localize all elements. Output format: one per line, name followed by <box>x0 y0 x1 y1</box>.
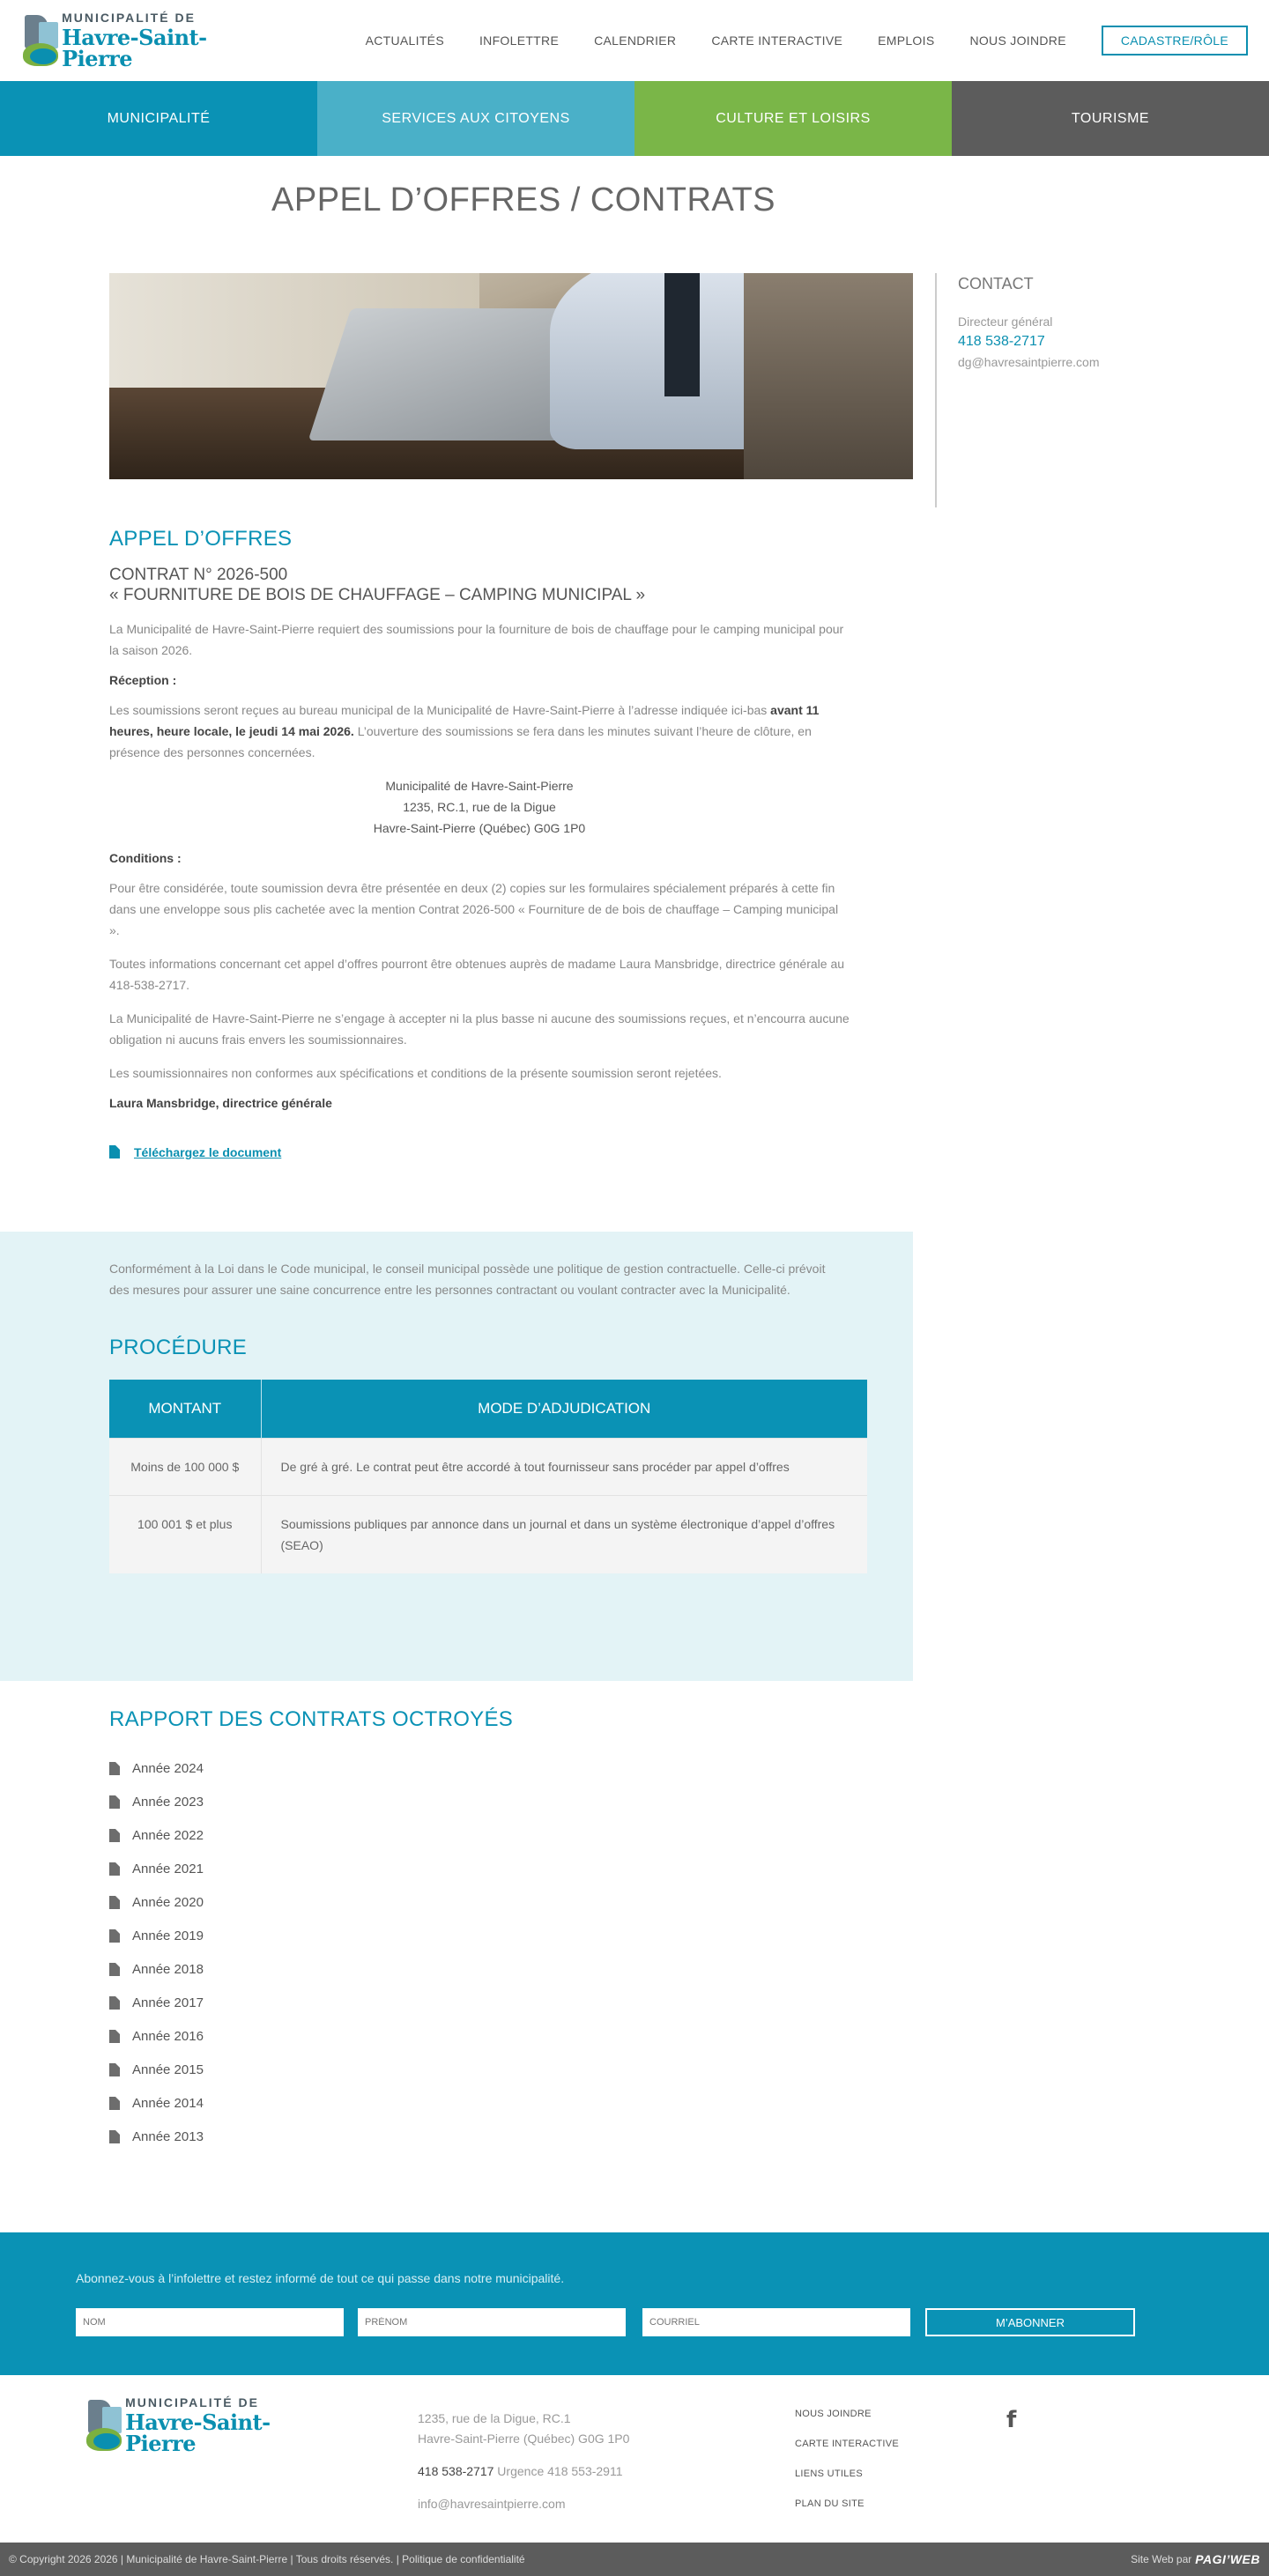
footer-urgence: Urgence 418 553-2911 <box>494 2464 623 2478</box>
procedure-intro: Conformément à la Loi dans le Code municipal, le conseil municipal possède une politique de gestion contractuelle. Celle-ci prévoit des mesures pour assurer une saine concurrence entre les personnes contractant ou voulant contracter avec la Municipalité. <box>109 1262 826 1297</box>
table-row <box>109 1438 867 1495</box>
year-report-link[interactable]: Année 2020 <box>109 1885 513 1919</box>
year-report-link[interactable]: Année 2017 <box>109 1986 513 2019</box>
pdf-icon <box>109 2130 120 2143</box>
year-report-link[interactable]: Année 2013 <box>109 2120 513 2153</box>
copyright-text: © Copyright 2026 2026 | Municipalité de Havre-Saint-Pierre | Tous droits réservés. | Politique de confidentialité <box>9 2553 525 2565</box>
subscribe-button[interactable]: M’ABONNER <box>925 2308 1135 2336</box>
year-report-link[interactable]: Année 2021 <box>109 1852 513 1885</box>
contract-name: « FOURNITURE DE BOIS DE CHAUFFAGE – CAMPING MUNICIPAL » <box>109 585 646 604</box>
procedure-table <box>109 1380 867 1573</box>
year-report-link[interactable]: Année 2014 <box>109 2086 513 2120</box>
mode-cell: Soumissions publiques par annonce dans un journal et dans un système électronique d’appel d’offres (SEAO) <box>261 1495 867 1573</box>
contact-email-link[interactable]: dg@havresaintpierre.com <box>958 355 1100 369</box>
download-label: Téléchargez le document <box>134 1144 282 1159</box>
pdf-icon <box>109 1762 120 1775</box>
reception-text: Les soumissions seront reçues au bureau municipal de la Municipalité de Havre-Saint-Pierre à l’adresse indiquée ici-bas avant 11 heures, heure locale, le jeudi 14 mai 2026. L’ouverture des soumissions se fera dans les minutes suivant l’heure de clôture, en présence des personnes concernées. <box>109 702 820 759</box>
logo-icon <box>21 10 55 71</box>
download-document-link[interactable] <box>109 1145 913 1159</box>
footer-address: 1235, rue de la Digue, RC.1 Havre-Saint-Pierre (Québec) G0G 1P0 418 538-2717 Urgence 418 553-2911 info@havresaintpierre.com <box>418 2409 629 2514</box>
pdf-icon <box>109 1145 120 1158</box>
footer-link-nous-joindre[interactable]: NOUS JOINDRE <box>795 2409 872 2419</box>
topnav-infolettre[interactable]: INFOLETTRE <box>479 33 560 48</box>
table-header-row <box>109 1380 867 1438</box>
contract-number: CONTRAT N° 2026-500 <box>109 566 288 584</box>
footer-links <box>795 2409 899 2528</box>
top-bar <box>0 0 1269 81</box>
appel-offres-title: APPEL D’OFFRES <box>109 527 293 551</box>
topnav-nous-joindre[interactable]: NOUS JOINDRE <box>969 33 1066 48</box>
column-header-mode: MODE D’ADJUDICATION <box>261 1380 867 1438</box>
condition-paragraph: Les soumissionnaires non conformes aux spécifications et conditions de la présente soumission seront rejetées. <box>109 1065 722 1080</box>
pdf-icon <box>109 1929 120 1943</box>
newsletter-courriel-input[interactable] <box>642 2308 910 2336</box>
contact-title: CONTACT <box>958 275 1034 292</box>
topnav-actualites[interactable]: ACTUALITÉS <box>365 33 444 48</box>
main-content <box>109 273 913 1159</box>
year-report-link[interactable]: Année 2015 <box>109 2053 513 2086</box>
site-header <box>0 0 1269 156</box>
condition-paragraph: Pour être considérée, toute soumission devra être présentée en deux (2) copies sur les formulaires spécialement préparés à cette fin dans une enveloppe sous plis cachetée avec la mention Contrat 2026-500 « Fourniture de de bois de chauffage – Camping municipal ». <box>109 880 839 937</box>
pdf-icon <box>109 1963 120 1976</box>
mainnav-services-citoyens[interactable]: SERVICES AUX CITOYENS <box>317 81 634 156</box>
newsletter-prenom-input[interactable] <box>358 2308 626 2336</box>
footer-link-liens-utiles[interactable]: LIENS UTILES <box>795 2469 863 2479</box>
year-report-list <box>109 1751 513 2153</box>
topnav-emplois[interactable]: EMPLOIS <box>878 33 935 48</box>
copyright-bar <box>0 2543 1269 2576</box>
condition-paragraph: Toutes informations concernant cet appel d’offres pourront être obtenues auprès de madame Laura Mansbridge, directrice générale au 418-538-2717. <box>109 956 845 992</box>
page-title: APPEL D’OFFRES / CONTRATS <box>271 181 776 218</box>
table-row <box>109 1495 867 1573</box>
hero-image <box>109 273 913 479</box>
newsletter-text: Abonnez-vous à l’infolettre et restez informé de tout ce qui passe dans notre municipalité. <box>76 2271 565 2285</box>
procedure-title: PROCÉDURE <box>109 1336 248 1359</box>
amount-cell: Moins de 100 000 $ <box>109 1438 261 1495</box>
site-credit-link[interactable]: Site Web par PAGI’WEB <box>1131 2552 1260 2566</box>
year-report-link[interactable]: Année 2019 <box>109 1919 513 1952</box>
year-report-link[interactable]: Année 2022 <box>109 1818 513 1852</box>
footer-link-carte-interactive[interactable]: CARTE INTERACTIVE <box>795 2439 899 2449</box>
pdf-icon <box>109 1996 120 2010</box>
pdf-icon <box>109 2030 120 2043</box>
logo-icon <box>85 2395 118 2456</box>
reception-label: Réception : <box>109 672 177 687</box>
footer-email-link[interactable]: info@havresaintpierre.com <box>418 2497 566 2511</box>
mainnav-culture-loisirs[interactable]: CULTURE ET LOISIRS <box>634 81 952 156</box>
site-footer <box>0 2375 1269 2543</box>
signature: Laura Mansbridge, directrice générale <box>109 1095 332 1110</box>
footer-logo[interactable]: MUNICIPALITÉ DE Havre-Saint-Pierre <box>85 2395 296 2456</box>
year-report-link[interactable]: Année 2024 <box>109 1751 513 1785</box>
appel-intro: La Municipalité de Havre-Saint-Pierre requiert des soumissions pour la fourniture de bois de chauffage pour le camping municipal pour la saison 2026. <box>109 621 844 657</box>
pdf-icon <box>109 2063 120 2076</box>
amount-cell: 100 001 $ et plus <box>109 1495 261 1573</box>
top-nav <box>366 26 1248 56</box>
mode-cell: De gré à gré. Le contrat peut être accordé à tout fournisseur sans procéder par appel d’offres <box>261 1438 867 1495</box>
mainnav-municipalite[interactable]: MUNICIPALITÉ <box>0 81 317 156</box>
submission-address: Municipalité de Havre-Saint-Pierre 1235, RC.1, rue de la Digue Havre-Saint-Pierre (Québec) G0G 1P0 <box>373 778 586 835</box>
topnav-carte-interactive[interactable]: CARTE INTERACTIVE <box>711 33 843 48</box>
contact-phone-link[interactable]: 418 538-2717 <box>958 334 1045 349</box>
facebook-icon[interactable]: f <box>1006 2407 1017 2433</box>
pdf-icon <box>109 1896 120 1909</box>
conditions-label: Conditions : <box>109 850 182 865</box>
footer-phone[interactable]: 418 538-2717 <box>418 2464 494 2478</box>
mainnav-tourisme[interactable]: TOURISME <box>952 81 1269 156</box>
logo-line1: MUNICIPALITÉ DE <box>62 11 196 25</box>
footer-link-plan-du-site[interactable]: PLAN DU SITE <box>795 2498 865 2509</box>
cadastre-role-button[interactable]: CADASTRE/RÔLE <box>1102 26 1248 56</box>
year-report-link[interactable]: Année 2023 <box>109 1785 513 1818</box>
reception-deadline: avant 11 heures, heure locale, le jeudi 14 mai 2026. <box>109 702 820 738</box>
pdf-icon <box>109 1862 120 1876</box>
procedure-section <box>0 1232 913 1681</box>
pdf-icon <box>109 1795 120 1809</box>
topnav-calendrier[interactable]: CALENDRIER <box>594 33 677 48</box>
main-nav <box>0 81 1269 156</box>
pagiweb-logo: PAGI’WEB <box>1195 2552 1260 2566</box>
newsletter-nom-input[interactable] <box>76 2308 344 2336</box>
pdf-icon <box>109 2097 120 2110</box>
year-report-link[interactable]: Année 2016 <box>109 2019 513 2053</box>
column-header-montant: MONTANT <box>109 1380 261 1438</box>
logo-line2: Havre-Saint-Pierre <box>62 25 207 71</box>
site-logo[interactable] <box>21 10 233 71</box>
contact-role: Directeur général <box>958 315 1053 329</box>
condition-paragraph: La Municipalité de Havre-Saint-Pierre ne s’engage à accepter ni la plus basse ni aucune des soumissions reçues, et n’encourra aucune obligation ni aucuns frais envers les soumissionnaires. <box>109 1010 850 1047</box>
newsletter-section <box>0 2232 1269 2375</box>
pdf-icon <box>109 1829 120 1842</box>
rapport-title: RAPPORT DES CONTRATS OCTROYÉS <box>109 1707 514 1731</box>
rapport-section <box>109 1707 513 2153</box>
year-report-link[interactable]: Année 2018 <box>109 1952 513 1986</box>
contact-sidebar <box>935 273 1164 507</box>
